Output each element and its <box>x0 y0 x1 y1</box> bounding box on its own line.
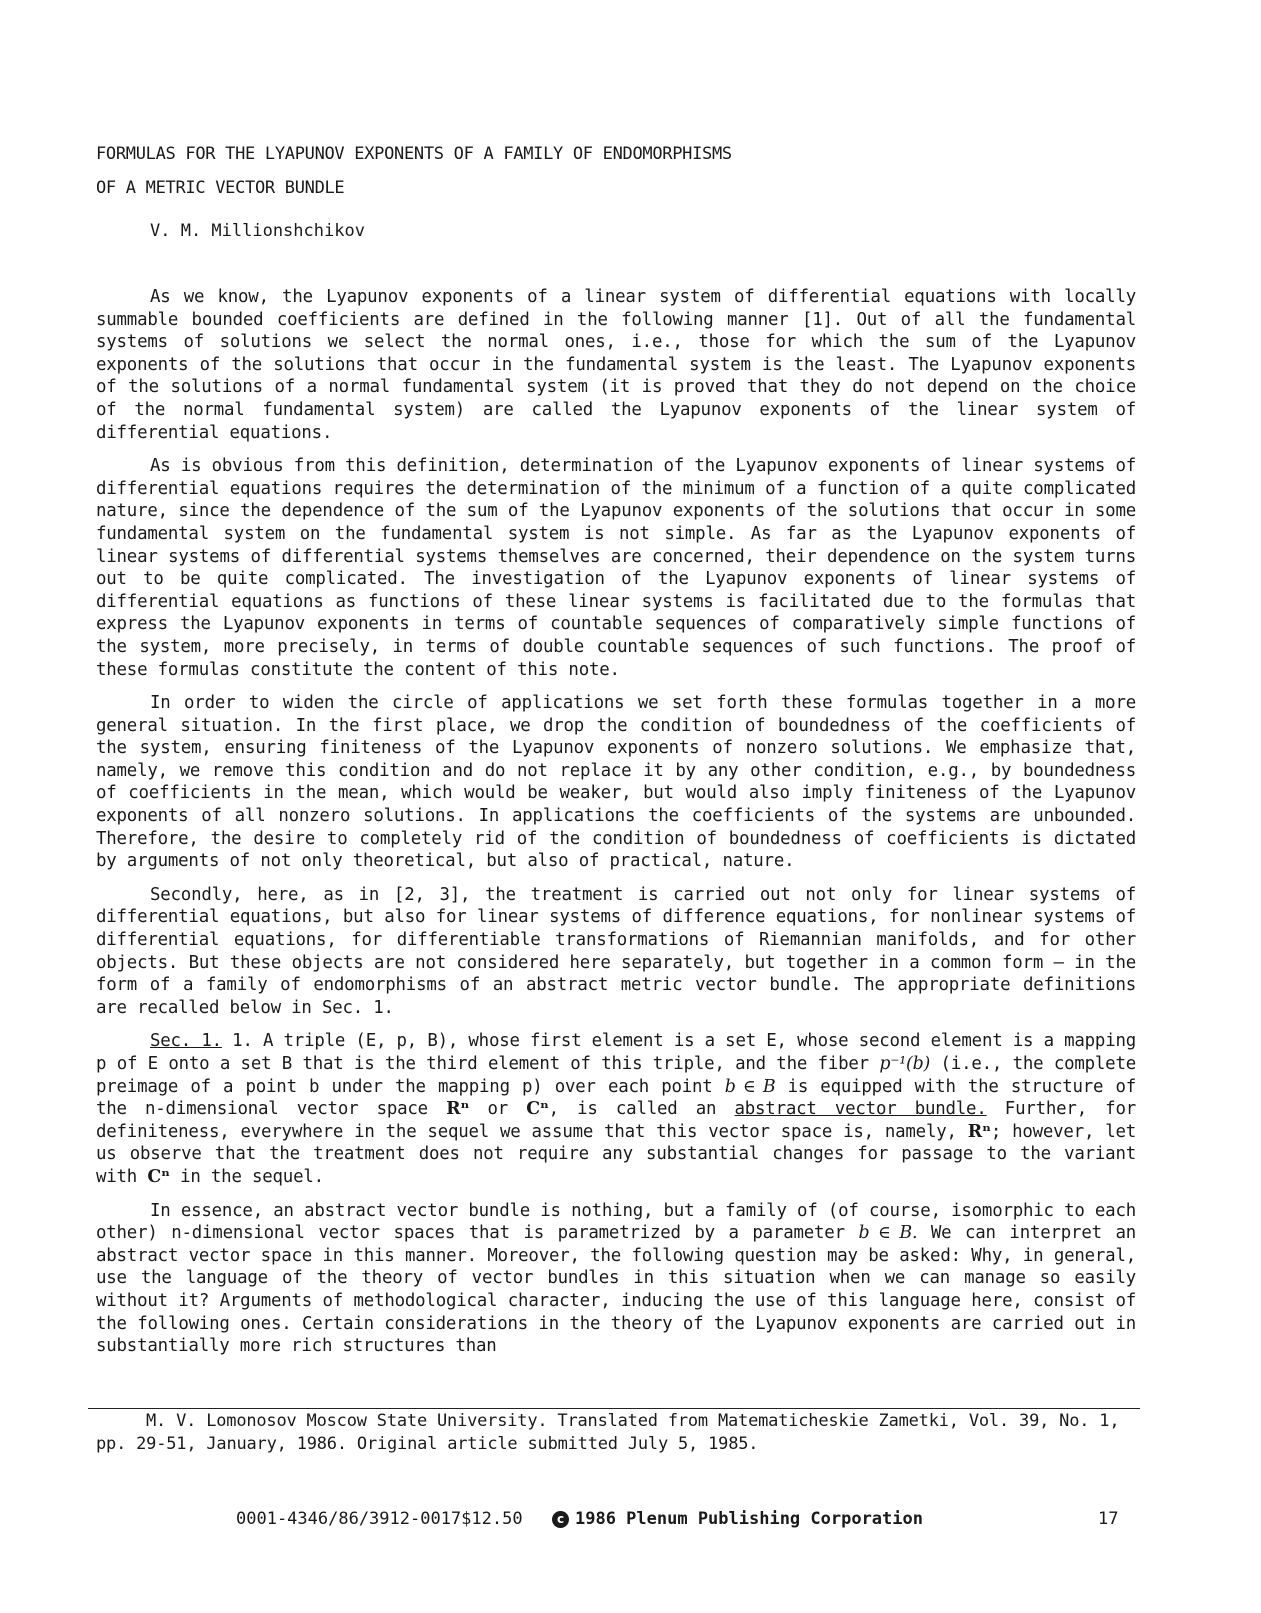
text-run: 1. A triple (E, p, B), whose first element is a set E, whose second element is a mapping p of E onto a set B that is the third element of this triple, and the fiber <box>96 1031 1137 1074</box>
math-Rn: Rⁿ <box>446 1099 470 1120</box>
issn-price: 0001-4346/86/3912-0017$12.50 <box>236 1509 523 1529</box>
copyright-line <box>552 1509 923 1529</box>
text-run: or <box>469 1099 527 1120</box>
copyright-text: 1986 Plenum Publishing Corporation <box>575 1509 923 1529</box>
paragraph-3: In order to widen the circle of applications we set forth these formulas together in a more general situation. In the first place, we drop the condition of boundedness of the coefficients of the system, ensuring finiteness of the Lyapunov exponents of nonzero solutions. We emphasize that, namely, we remove this condition and do not replace it by any other condition, e.g., by boundedness of coefficients in the mean, which would be weaker, but would also imply finiteness of the Lyapunov exponents of all nonzero solutions. In applications the coefficients of the systems are unbounded. Therefore, the desire to completely rid of the condition of boundedness of coefficients is dictated by arguments of not only theoretical, but also of practical, nature. <box>96 693 1136 872</box>
math-Cn: Cⁿ <box>147 1166 170 1187</box>
footnote-divider <box>88 1408 1140 1409</box>
author: V. M. Millionshchikov <box>150 221 365 241</box>
page-number: 17 <box>1098 1509 1119 1529</box>
paper-title-line-1: FORMULAS FOR THE LYAPUNOV EXPONENTS OF A FAMILY OF ENDOMORPHISMS <box>96 144 732 164</box>
text-run: We can interpret an abstract vector space in this manner. Moreover, the following question may be asked: Why, in general, use the language of the theory of vector bundles in this situation when we can manage so easily without it? Arguments of methodological character, inducing the use of this language here, consist of the following ones. Certain considerations in the theory of the Lyapunov exponents are carried out in substantially more rich structures than <box>96 1223 1136 1357</box>
paper-title-line-2: OF A METRIC VECTOR BUNDLE <box>96 178 345 198</box>
defined-term: abstract vector bundle. <box>734 1099 987 1120</box>
math-Cn: Cⁿ <box>526 1099 549 1120</box>
text-run: , is called an <box>548 1099 735 1120</box>
footnote <box>96 1410 1136 1456</box>
body-text <box>96 286 1136 1369</box>
paragraph-6 <box>96 1200 1136 1358</box>
paragraph-4: Secondly, here, as in [2, 3], the treatment is carried out not only for linear systems of differential equations, but also for linear systems of difference equations, for nonlinear systems of differential equations, for differentiable transformations of Riemannian manifolds, and for other objects. But these objects are not considered here separately, but together in a common form — in the form of a family of endomorphisms of an abstract metric vector bundle. The appropriate definitions are recalled below in Sec. 1. <box>96 884 1136 1018</box>
math-preimage: p⁻¹(b) <box>879 1054 931 1074</box>
text-run: ; however, let us observe that the treatment does not require any substantial changes for passage to the variant with <box>96 1121 1137 1187</box>
footnote-text: M. V. Lomonosov Moscow State University. Translated from Matematicheskie Zametki, Vol. 39, No. 1, pp. 29-51, January, 1986. Original article submitted July 5, 1985. <box>96 1411 1120 1454</box>
copyright-icon: c <box>552 1511 569 1528</box>
text-run: is equipped with the structure of the n-dimensional vector space <box>96 1076 1137 1120</box>
paragraph-5-section-1 <box>96 1030 1136 1188</box>
text-run: in the sequel. <box>169 1166 324 1187</box>
section-heading: Sec. 1. <box>150 1031 222 1052</box>
math-Rn: Rⁿ <box>967 1121 991 1142</box>
text-run: In essence, an abstract vector bundle is nothing, but a family of (of course, isomorphic to each other) n-dimensional vector spaces that is parametrized by a parameter <box>96 1200 1136 1244</box>
math-b-in-B: b ∈ B. <box>858 1223 918 1244</box>
math-b-in-B: b ∈ B <box>724 1076 776 1097</box>
text-run: Further, for definiteness, everywhere in the sequel we assume that this vector space is, namely, <box>96 1099 1136 1142</box>
paragraph-2: As is obvious from this definition, determination of the Lyapunov exponents of linear systems of differential equations requires the determination of the minimum of a function of a quite complicated nature, since the dependence of the sum of the Lyapunov exponents of the solutions that occur in some fundamental system on the fundamental system is not simple. As far as the Lyapunov exponents of linear systems of differential systems themselves are concerned, their dependence on the system turns out to be quite complicated. The investigation of the Lyapunov exponents of linear systems of differential equations as functions of these linear systems is facilitated due to the formulas that express the Lyapunov exponents in terms of countable sequences of comparatively simple functions of the system, more precisely, in terms of double countable sequences of such functions. The proof of these formulas constitute the content of this note. <box>96 456 1136 680</box>
paragraph-1: As we know, the Lyapunov exponents of a linear system of differential equations with locally summable bounded coefficients are defined in the following manner [1]. Out of all the fundamental systems of solutions we select the normal ones, i.e., those for which the sum of the Lyapunov exponents of the solutions that occur in the fundamental system is the least. The Lyapunov exponents of the solutions of a normal fundamental system (it is proved that they do not depend on the choice of the normal fundamental system) are called the Lyapunov exponents of the linear system of differential equations. <box>96 287 1136 443</box>
text-run: (i.e., the complete preimage of a point b under the mapping p) over each point <box>96 1054 1136 1097</box>
